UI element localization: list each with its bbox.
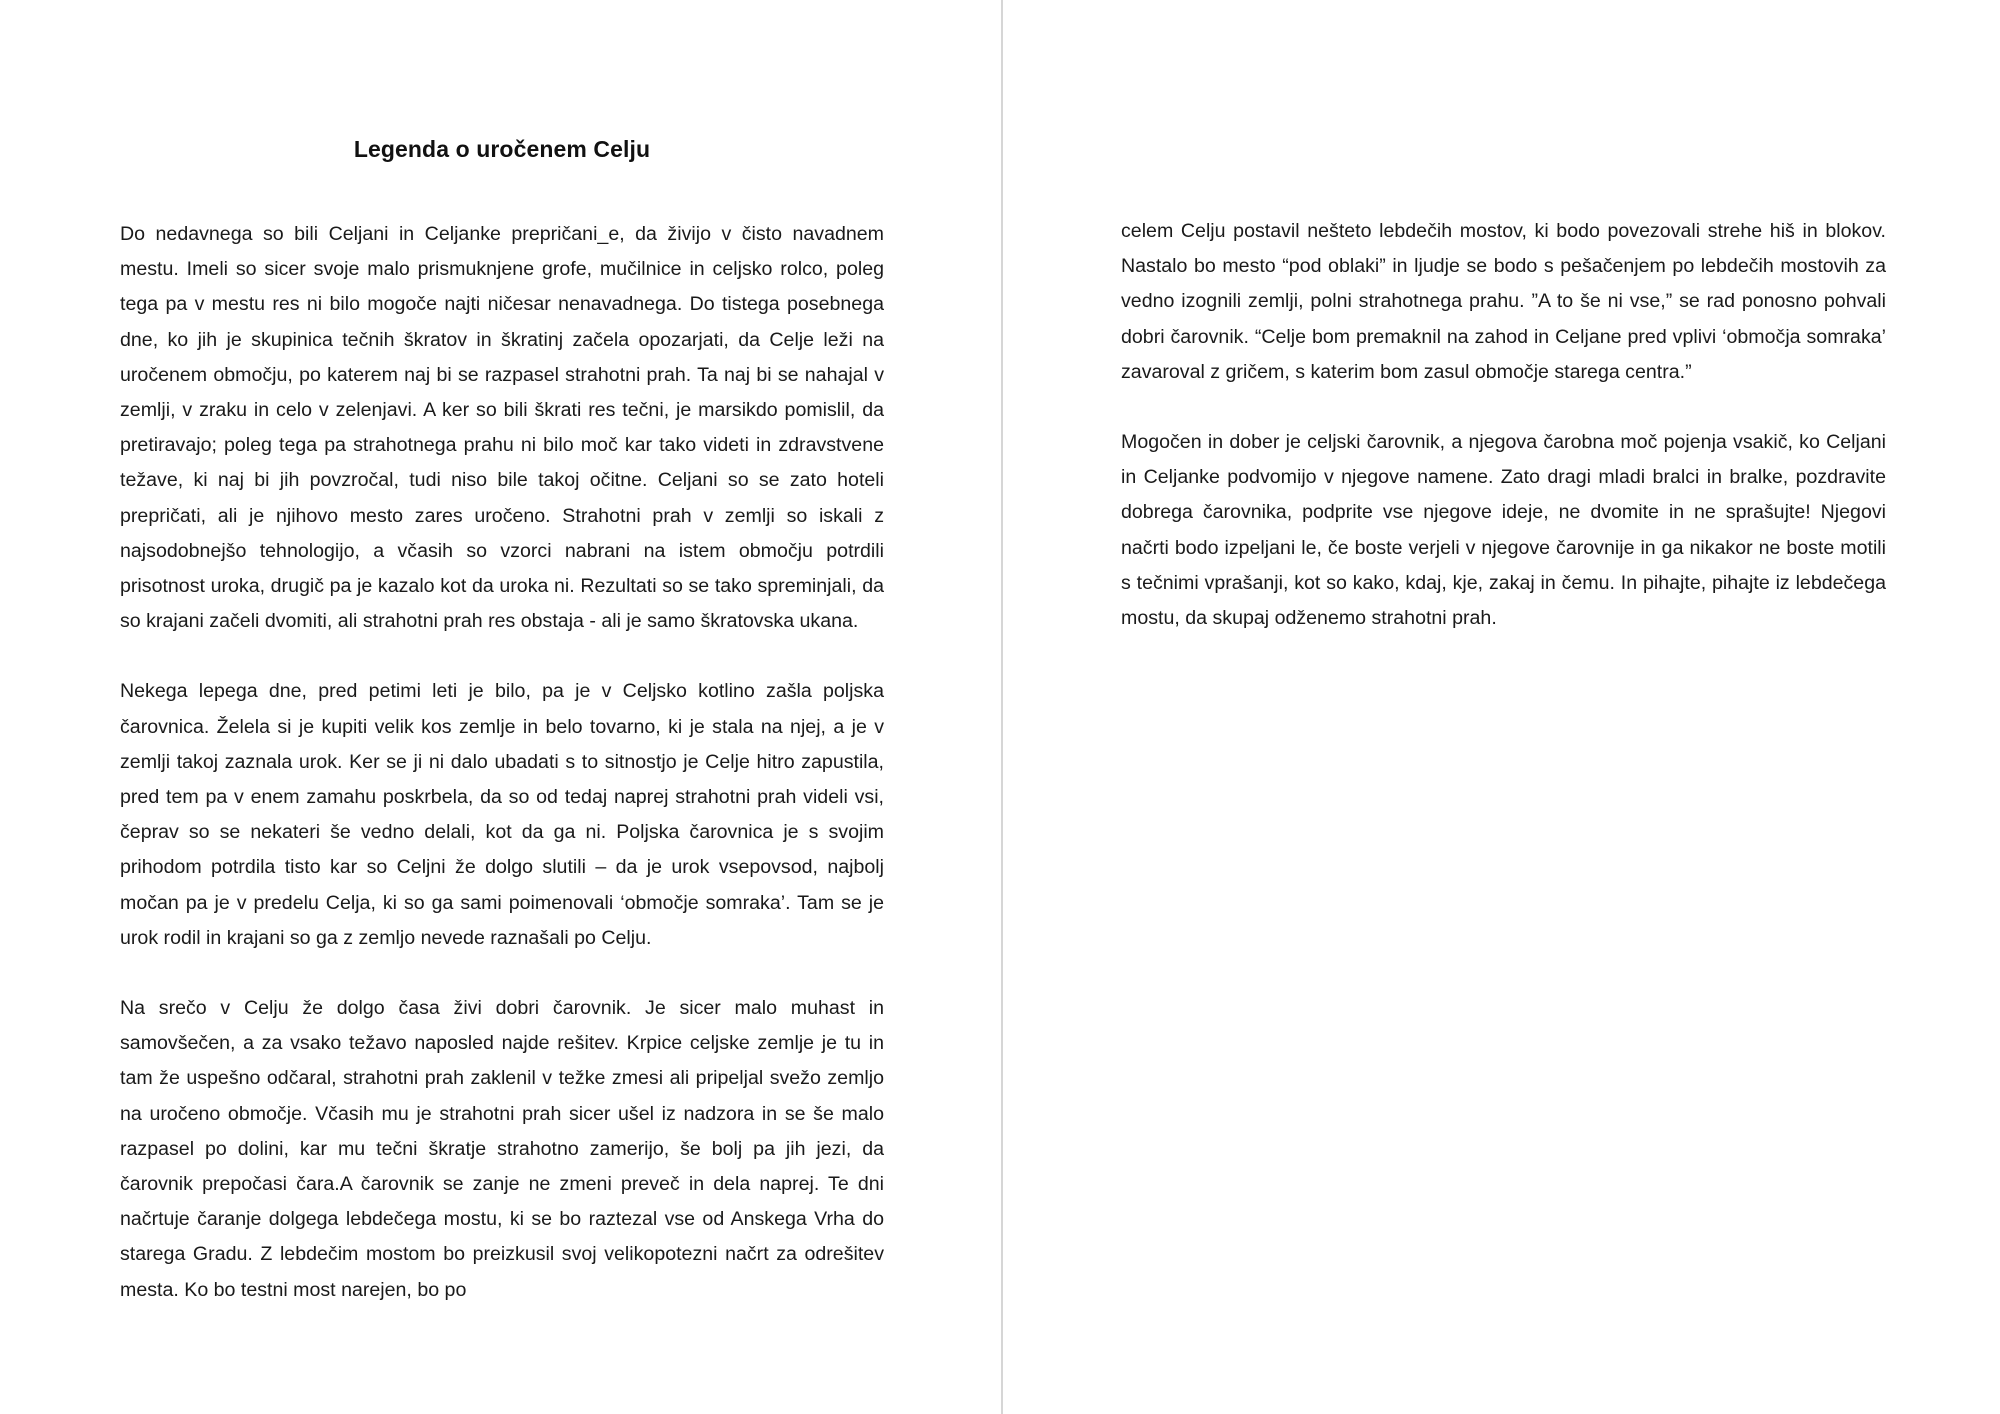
paragraph-1: Do nedavnega so bili Celjani in Celjanke prepričani_e, da živijo v čisto navadnem mestu. Imeli so sicer svoje malo prismuknjene grofe, mučilnice in celjsko rolco, poleg tega pa v mestu res ni bilo mogoče najti ničesar nenavadnega. Do tistega posebnega dne, ko jih je skupinica tečnih škratov in škratinj začela opozarjati, da Celje leži na uročenem območju, po katerem naj bi se razpasel strahotni prah. Ta naj bi se nahajal v zemlji, v zraku in celo v zelenjavi. A ker so bili škrati res tečni, je marsikdo pomislil, da pretiravajo; poleg tega pa strahotnega prahu ni bilo moč kar tako videti in zdravstvene težave, ki naj bi jih povzročal, tudi niso bile takoj očitne. Celjani so se zato hoteli prepričati, ali je njihovo mesto zares uročeno. Strahotni prah v zemlji so iskali z najsodobnejšo tehnologijo, a včasih so vzorci nabrani na istem območju potrdili prisotnost uroka, drugič pa je kazalo kot da uroka ni. Rezultati so se tako spreminjali, da so krajani začeli dvomiti, ali strahotni prah res obstaja - ali je samo škratovska ukana. — [120, 223, 884, 633]
document-title: Legenda o uročenem Celju — [353, 136, 651, 162]
right-page — [1005, 0, 2000, 1414]
page-divider — [1001, 0, 1003, 1414]
paragraph-5: Mogočen in dober je celjski čarovnik, a njegova čarobna moč pojenja vsakič, ko Celjani in Celjanke podvomijo v njegove namene. Zato dragi mladi bralci in bralke, pozdravite dobrega čarovnika, podprite vse njegove ideje, ne dvomite in ne sprašujte! Njegovi načrti bodo izpeljani le, če boste verjeli v njegove čarovnije in ga nikakor ne boste motili s tečnimi vprašanji, kot so kako, kdaj, kje, zakaj in čemu. In pihajte, pihajte iz lebdečega mostu, da skupaj odženemo strahotni prah. — [1121, 431, 1886, 630]
left-page-text — [120, 217, 884, 1343]
paragraph-4: celem Celju postavil nešteto lebdečih mostov, ki bodo povezovali strehe hiš in blokov. Nastalo bo mesto “pod oblaki” in ljudje se bodo s pešačenjem po lebdečih mostovih za vedno izognili zemlji, polni strahotnega prahu. ”A to še ni vse,” se rad ponosno pohvali dobri čarovnik. “Celje bom premaknil na zahod in Celjane pred vplivi ‘območja somraka’ zavaroval z gričem, s katerim bom zasul območje starega centra.” — [1121, 220, 1886, 383]
paragraph-3: Na srečo v Celju že dolgo časa živi dobri čarovnik. Je sicer malo muhast in samovšečen, a za vsako težavo naposled najde rešitev. Krpice celjske zemlje je tu in tam že uspešno odčaral, strahotni prah zaklenil v težke zmesi ali pripeljal svežo zemljo na uročeno območje. Včasih mu je strahotni prah sicer ušel iz nadzora in se še malo razpasel po dolini, kar mu tečni škratje strahotno zamerijo, še bolj pa jih jezi, da čarovnik prepočasi čara.A čarovnik se zanje ne zmeni preveč in dela naprej. Te dni načrtuje čaranje dolgega lebdečega mostu, ki se bo raztezal vse od Anskega Vrha do starega Gradu. Z lebdečim mostom bo preizkusil svoj velikopotezni načrt za odrešitev mesta. Ko bo testni most narejen, bo po — [120, 997, 884, 1301]
paragraph-2: Nekega lepega dne, pred petimi leti je bilo, pa je v Celjsko kotlino zašla poljska čarovnica. Želela si je kupiti velik kos zemlje in belo tovarno, ki je stala na njej, a je v zemlji takoj zaznala urok. Ker se ji ni dalo ubadati s to sitnostjo je Celje hitro zapustila, pred tem pa v enem zamahu poskrbela, da so od tedaj naprej strahotni prah videli vsi, čeprav so se nekateri še vedno delali, kot da ga ni. Poljska čarovnica je s svojim prihodom potrdila tisto kar so Celjni že dolgo slutili – da je urok vsepovsod, najbolj močan pa je v predelu Celja, ki so ga sami poimenovali ‘območje somraka’. Tam se je urok rodil in krajani so ga z zemljo nevede raznašali po Celju. — [120, 680, 884, 949]
right-page-text — [1121, 214, 1886, 671]
